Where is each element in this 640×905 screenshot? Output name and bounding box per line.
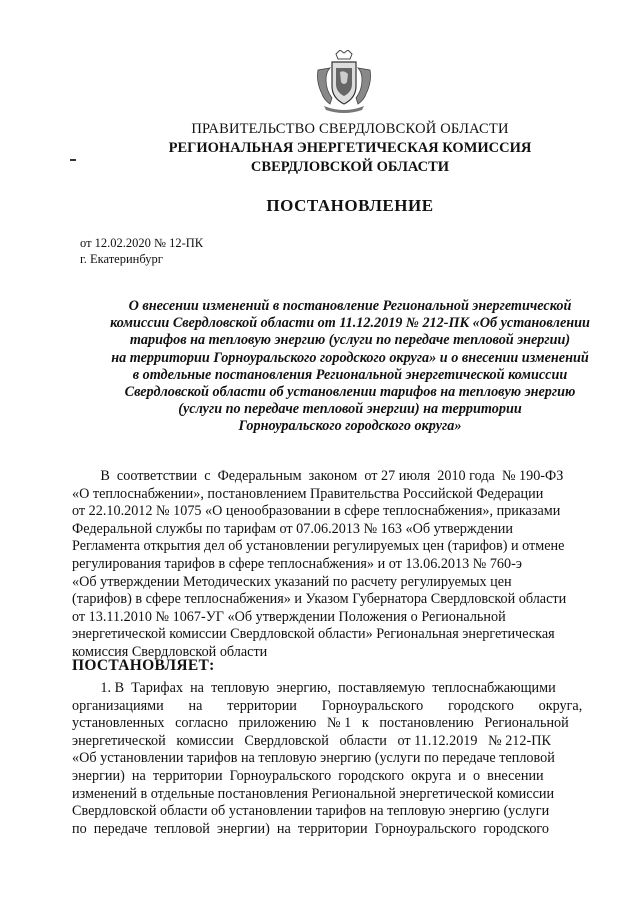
subject-line: на территории Горноуральского городского округа» и о внесении изменений [111,349,589,366]
paragraph-line: установленных согласно приложению № 1 к постановлению Региональной [72,715,569,732]
paragraph-line: (тарифов) в сфере теплоснабжения» и Указом Губернатора Свердловской области [72,591,567,608]
organization-region: СВЕРДЛОВСКОЙ ОБЛАСТИ [250,159,450,175]
clause-1-paragraph [72,680,607,838]
subject-line: тарифов на тепловую энергию (услуги по передаче тепловой энергии) [129,332,571,349]
paragraph-line: энергетической комиссии Свердловской области» Региональная энергетическая [72,626,555,643]
organization-commission: РЕГИОНАЛЬНАЯ ЭНЕРГЕТИЧЕСКАЯ КОМИССИЯ [168,140,532,156]
paragraph-line: от 13.11.2010 № 1067-УГ «Об утверждении Положения о Региональной [72,608,506,625]
paragraph-line: 1. В Тарифах на тепловую энергию, поставляемую теплоснабжающими [72,680,556,696]
subject-line: комиссии Свердловской области от 11.12.2019 № 212-ПК «Об установлении [110,315,590,332]
paragraph-line: Регламента открытия дел об установлении регулируемых цен (тарифов) и отмене [72,538,565,555]
coat-of-arms-icon [314,50,374,114]
organization-government: ПРАВИТЕЛЬСТВО СВЕРДЛОВСКОЙ ОБЛАСТИ [191,121,509,137]
paragraph-line: комиссия Свердловской области [72,643,268,660]
paragraph-line: изменений в отдельные постановления Региональной энергетической комиссии [72,785,555,802]
paragraph-line: «Об утверждении Методических указаний по расчету регулируемых цен [72,573,512,590]
paragraph-line: организациями на территории Горноуральского городского округа, [72,697,583,714]
subject-line: Горноуральского городского округа» [238,418,462,435]
document-type-title: ПОСТАНОВЛЕНИЕ [266,196,434,215]
subject-line: в отдельные постановления Региональной энергетической комиссии [132,366,568,383]
paragraph-line: по передаче тепловой энергии) на территории Горноуральского городского [72,820,549,837]
paragraph-line: В соответствии с Федеральным законом от 27 июля 2010 года № 190-ФЗ [72,468,564,484]
paragraph-line: «Об установлении тарифов на тепловую энергию (услуги по передаче тепловой [72,750,555,767]
document-city: г. Екатеринбург [80,252,163,266]
subject-line: (услуги по передаче тепловой энергии) на территории [178,401,522,418]
decree-word: ПОСТАНОВЛЯЕТ: [72,657,215,674]
subject-line: Свердловской области об установлении тарифов на тепловую энергию [124,384,576,401]
margin-mark [70,159,76,161]
paragraph-line: энергетической комиссии Свердловской области от 11.12.2019 № 212-ПК [72,732,551,749]
document-date-number: от 12.02.2020 № 12-ПК [80,236,204,250]
subject-line: О внесении изменений в постановление Региональной энергетической [128,298,572,314]
paragraph-line: регулирования тарифов в сфере теплоснабжения» и от 13.06.2013 № 760-э [72,555,522,572]
paragraph-line: «О теплоснабжении», постановлением Правительства Российской Федерации [72,485,544,502]
paragraph-line: от 22.10.2012 № 1075 «О ценообразовании в сфере теплоснабжения», приказами [72,503,561,520]
document-subject [100,298,600,436]
paragraph-line: энергии) на территории Горноуральского городского округа и о внесении [72,767,544,784]
preamble-paragraph [72,468,607,662]
paragraph-line: Свердловской области об установлении тарифов на тепловую энергию (услуги [72,803,550,820]
paragraph-line: Федеральной службы по тарифам от 07.06.2013 № 163 «Об утверждении [72,520,513,537]
